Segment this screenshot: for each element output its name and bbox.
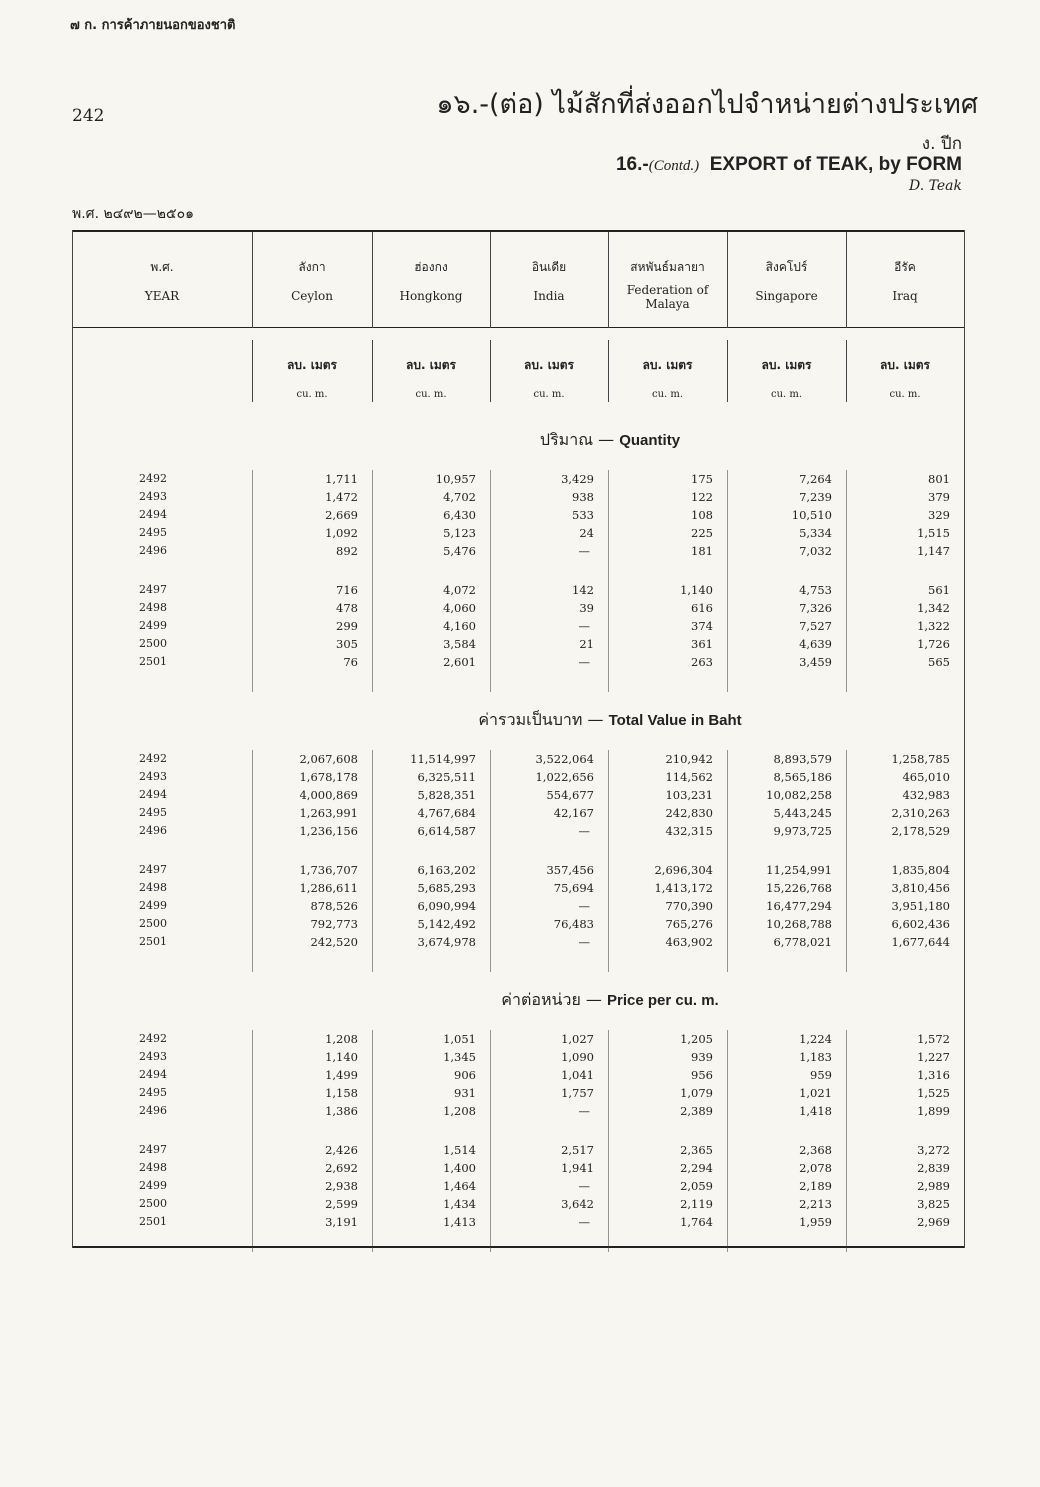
table-cell: 2,669: [325, 508, 358, 522]
table-cell: 16,477,294: [766, 899, 832, 913]
column-header-english: Federation of Malaya: [626, 283, 709, 311]
table-cell: 1,677,644: [891, 935, 950, 949]
unit-label: [608, 356, 727, 400]
table-cell: 1,678,178: [299, 770, 358, 784]
table-cell: 3,191: [325, 1215, 358, 1229]
table-cell: 1,342: [917, 601, 950, 615]
table-cell: 1,316: [917, 1068, 950, 1082]
row-year: 2494: [139, 1068, 167, 1081]
table-cell: 4,753: [799, 583, 832, 597]
table-cell: 2,368: [799, 1143, 832, 1157]
table-cell: 3,642: [561, 1197, 594, 1211]
row-year: 2497: [139, 583, 167, 596]
table-cell: 4,767,684: [417, 806, 476, 820]
table-cell: 2,599: [325, 1197, 358, 1211]
table-cell: 1,322: [917, 619, 950, 633]
row-year: 2495: [139, 806, 167, 819]
table-cell: 956: [691, 1068, 713, 1082]
column-divider: [372, 750, 373, 972]
table-cell: 299: [336, 619, 358, 633]
column-divider: [964, 230, 965, 1248]
row-year: 2492: [139, 1032, 167, 1045]
table-cell: 10,957: [435, 472, 476, 486]
table-cell: 122: [691, 490, 713, 504]
column-divider: [252, 750, 253, 972]
column-divider: [608, 750, 609, 972]
table-cell: 1,757: [561, 1086, 594, 1100]
row-year: 2498: [139, 1161, 167, 1174]
table-cell: 1,158: [325, 1086, 358, 1100]
table-cell: 5,685,293: [417, 881, 476, 895]
table-cell: 2,213: [799, 1197, 832, 1211]
table-cell: 2,119: [680, 1197, 713, 1211]
table-cell: 3,459: [799, 655, 832, 669]
table-cell: 1,079: [680, 1086, 713, 1100]
table-cell: 6,430: [443, 508, 476, 522]
row-year: 2493: [139, 490, 167, 503]
row-year: 2499: [139, 619, 167, 632]
table-cell: 432,315: [665, 824, 713, 838]
table-cell: 1,434: [443, 1197, 476, 1211]
row-year: 2493: [139, 770, 167, 783]
table-cell: 181: [691, 544, 713, 558]
column-header: [608, 258, 727, 311]
table-cell: 906: [454, 1068, 476, 1082]
table-cell: 4,702: [443, 490, 476, 504]
title-english: [616, 154, 962, 176]
table-cell: 1,205: [680, 1032, 713, 1046]
table-cell: 1,286,611: [299, 881, 358, 895]
column-header-thai: ฮ่องกง: [414, 260, 448, 274]
table-cell: 1,041: [561, 1068, 594, 1082]
column-header-thai: ลังกา: [298, 260, 326, 274]
table-cell: 10,510: [791, 508, 832, 522]
table-cell: 2,989: [917, 1179, 950, 1193]
column-header-english: Iraq: [892, 289, 918, 303]
table-cell: —: [578, 1179, 590, 1193]
unit-english: cu. m.: [296, 389, 328, 400]
column-header-thai: พ.ศ.: [150, 260, 174, 274]
column-header: [252, 258, 372, 303]
table-cell: 1,499: [325, 1068, 358, 1082]
subtitle-thai: ง. ปีก: [921, 134, 962, 154]
table-cell: 561: [928, 583, 950, 597]
row-year: 2501: [139, 935, 167, 948]
page-number: 242: [72, 106, 105, 126]
row-year: 2500: [139, 1197, 167, 1210]
table-cell: 7,032: [799, 544, 832, 558]
section-title-english: Total Value in Baht: [608, 712, 742, 729]
table-cell: 1,021: [799, 1086, 832, 1100]
row-year: 2496: [139, 1104, 167, 1117]
table-cell: 142: [572, 583, 594, 597]
table-cell: 114,562: [665, 770, 713, 784]
row-year: 2493: [139, 1050, 167, 1063]
row-year: 2497: [139, 863, 167, 876]
unit-english: cu. m.: [651, 389, 684, 400]
table-cell: 4,060: [443, 601, 476, 615]
unit-thai: ลบ. เมตร: [642, 358, 693, 372]
title-thai: ๑๖.-(ต่อ) ไม้สักที่ส่งออกไปจำหน่ายต่างประเทศ: [436, 89, 978, 120]
table-cell: 4,639: [799, 637, 832, 651]
row-year: 2492: [139, 472, 167, 485]
column-divider: [727, 1030, 728, 1252]
table-cell: 533: [572, 508, 594, 522]
unit-english: cu. m.: [533, 389, 565, 400]
table-cell: 6,090,994: [417, 899, 476, 913]
table-cell: 565: [928, 655, 950, 669]
table-cell: 361: [691, 637, 713, 651]
table-cell: 2,969: [917, 1215, 950, 1229]
table-cell: 2,426: [325, 1143, 358, 1157]
table-cell: 6,163,202: [417, 863, 476, 877]
table-cell: 2,059: [680, 1179, 713, 1193]
column-divider: [727, 750, 728, 972]
table-cell: 1,711: [325, 472, 358, 486]
table-cell: 1,418: [799, 1104, 832, 1118]
table-cell: 1,208: [325, 1032, 358, 1046]
table-cell: 1,941: [561, 1161, 594, 1175]
table-cell: 11,514,997: [410, 752, 476, 766]
table-cell: 5,443,245: [773, 806, 832, 820]
table-cell: 1,835,804: [891, 863, 950, 877]
section-title: [90, 708, 1040, 733]
column-header-thai: อินเดีย: [531, 260, 567, 274]
row-year: 2498: [139, 601, 167, 614]
unit-label: [727, 356, 846, 400]
row-year: 2495: [139, 1086, 167, 1099]
table-cell: 5,123: [443, 526, 476, 540]
table-cell: 8,893,579: [773, 752, 832, 766]
table-cell: 263: [691, 655, 713, 669]
table-cell: 2,189: [799, 1179, 832, 1193]
row-year: 2500: [139, 917, 167, 930]
title-english-prefix: 16.-: [615, 154, 649, 175]
chapter-header: ๗ ก. การค้าภายนอกของชาติ: [70, 18, 236, 33]
table-cell: 1,224: [799, 1032, 832, 1046]
column-divider: [252, 1030, 253, 1252]
table-cell: 2,692: [325, 1161, 358, 1175]
table-cell: 10,082,258: [766, 788, 832, 802]
section-title-thai: ค่าต่อหน่วย —: [501, 990, 607, 1009]
table-cell: 959: [810, 1068, 832, 1082]
column-header: [846, 258, 964, 303]
table-cell: 39: [579, 601, 594, 615]
unit-thai: ลบ. เมตร: [880, 358, 930, 372]
table-cell: 2,938: [325, 1179, 358, 1193]
unit-thai: ลบ. เมตร: [287, 358, 337, 372]
table-cell: 1,183: [799, 1050, 832, 1064]
table-top-rule: [72, 230, 964, 232]
column-divider: [252, 470, 253, 692]
table-cell: 1,726: [917, 637, 950, 651]
subtitle-english: D. Teak: [909, 178, 962, 194]
table-cell: 7,326: [799, 601, 832, 615]
table-cell: 225: [691, 526, 713, 540]
table-cell: 465,010: [902, 770, 950, 784]
table-cell: 4,160: [443, 619, 476, 633]
title-english-contd: (Contd.): [648, 158, 700, 174]
column-header: [727, 258, 846, 303]
table-cell: 1,236,156: [299, 824, 358, 838]
unit-label: [372, 356, 490, 400]
table-cell: 1,140: [325, 1050, 358, 1064]
table-cell: 7,239: [799, 490, 832, 504]
table-cell: 1,051: [443, 1032, 476, 1046]
table-cell: 1,227: [917, 1050, 950, 1064]
table-cell: 1,092: [325, 526, 358, 540]
table-cell: 938: [572, 490, 594, 504]
table-cell: 24: [579, 526, 594, 540]
table-cell: —: [578, 824, 590, 838]
table-cell: 1,764: [680, 1215, 713, 1229]
column-divider: [608, 1030, 609, 1252]
table-cell: 3,951,180: [891, 899, 950, 913]
table-cell: 2,178,529: [891, 824, 950, 838]
row-year: 2496: [139, 824, 167, 837]
row-year: 2496: [139, 544, 167, 557]
table-cell: 432,983: [902, 788, 950, 802]
table-cell: 878,526: [310, 899, 358, 913]
table-cell: 379: [928, 490, 950, 504]
column-divider: [846, 750, 847, 972]
table-cell: 15,226,768: [766, 881, 832, 895]
table-cell: —: [578, 619, 590, 633]
table-cell: 1,263,991: [299, 806, 358, 820]
table-cell: 5,828,351: [417, 788, 476, 802]
table-cell: —: [578, 544, 590, 558]
table-cell: 3,825: [917, 1197, 950, 1211]
unit-label: [252, 356, 372, 400]
column-header-english: India: [533, 289, 565, 303]
column-divider: [372, 470, 373, 692]
table-cell: 210,942: [665, 752, 713, 766]
table-cell: 76,483: [553, 917, 594, 931]
table-cell: 2,365: [680, 1143, 713, 1157]
unit-label: [846, 356, 964, 400]
table-cell: 5,142,492: [417, 917, 476, 931]
column-header: [72, 258, 252, 303]
table-cell: 1,140: [680, 583, 713, 597]
table-cell: 5,334: [799, 526, 832, 540]
table-cell: 716: [336, 583, 358, 597]
table-cell: 3,584: [443, 637, 476, 651]
unit-english: cu. m.: [415, 389, 447, 400]
column-divider: [608, 470, 609, 692]
table-cell: 770,390: [665, 899, 713, 913]
unit-thai: ลบ. เมตร: [406, 358, 456, 372]
table-cell: 765,276: [665, 917, 713, 931]
column-divider: [727, 470, 728, 692]
table-cell: 3,272: [917, 1143, 950, 1157]
table-cell: 2,517: [561, 1143, 594, 1157]
table-cell: 1,899: [917, 1104, 950, 1118]
table-cell: 2,389: [680, 1104, 713, 1118]
table-cell: 1,208: [443, 1104, 476, 1118]
table-cell: 939: [691, 1050, 713, 1064]
table-cell: 4,000,869: [299, 788, 358, 802]
table-cell: 175: [691, 472, 713, 486]
table-cell: 6,602,436: [891, 917, 950, 931]
column-header-english: Ceylon: [291, 289, 333, 303]
row-year: 2498: [139, 881, 167, 894]
table-cell: 1,147: [917, 544, 950, 558]
unit-thai: ลบ. เมตร: [761, 358, 812, 372]
table-cell: 1,525: [917, 1086, 950, 1100]
title-english-main: EXPORT of TEAK, by FORM: [709, 154, 962, 175]
table-cell: 1,464: [443, 1179, 476, 1193]
column-header-english: Hongkong: [399, 289, 463, 303]
table-cell: 75,694: [553, 881, 594, 895]
section-title-thai: ค่ารวมเป็นบาท —: [478, 710, 609, 729]
table-cell: 1,345: [443, 1050, 476, 1064]
column-divider: [372, 1030, 373, 1252]
table-cell: 11,254,991: [766, 863, 832, 877]
table-cell: 6,778,021: [773, 935, 832, 949]
table-cell: —: [578, 935, 590, 949]
table-cell: 1,400: [443, 1161, 476, 1175]
row-year: 2497: [139, 1143, 167, 1156]
table-cell: 6,614,587: [417, 824, 476, 838]
table-cell: 7,527: [799, 619, 832, 633]
table-bottom-rule: [72, 1246, 964, 1248]
column-header-thai: สหพันธ์มลายา: [630, 260, 705, 274]
column-header-thai: สิงคโปร์: [765, 260, 808, 274]
table-cell: 329: [928, 508, 950, 522]
table-cell: 374: [691, 619, 713, 633]
table-cell: 2,067,608: [299, 752, 358, 766]
row-year: 2501: [139, 1215, 167, 1228]
unit-english: cu. m.: [770, 389, 803, 400]
row-year: 2492: [139, 752, 167, 765]
section-title-thai: ปริมาณ —: [539, 430, 620, 449]
table-cell: 892: [336, 544, 358, 558]
table-cell: 2,310,263: [891, 806, 950, 820]
table-cell: —: [578, 1215, 590, 1229]
period-label: พ.ศ. ๒๔๙๒—๒๕๐๑: [72, 206, 195, 222]
table-cell: 1,413: [443, 1215, 476, 1229]
table-cell: 1,386: [325, 1104, 358, 1118]
table-cell: 3,810,456: [891, 881, 950, 895]
unit-thai: ลบ. เมตร: [524, 358, 574, 372]
row-year: 2494: [139, 508, 167, 521]
column-header-english: YEAR: [144, 289, 180, 303]
header-bottom-rule: [72, 327, 964, 328]
table-cell: 42,167: [553, 806, 594, 820]
table-cell: 1,959: [799, 1215, 832, 1229]
table-cell: 5,476: [443, 544, 476, 558]
table-cell: 1,258,785: [891, 752, 950, 766]
table-cell: 1,736,707: [299, 863, 358, 877]
unit-english: cu. m.: [889, 389, 921, 400]
table-cell: 2,839: [917, 1161, 950, 1175]
column-header: [372, 258, 490, 303]
section-title-english: Quantity: [619, 432, 681, 449]
table-cell: 554,677: [546, 788, 594, 802]
table-cell: 8,565,186: [773, 770, 832, 784]
table-cell: 7,264: [799, 472, 832, 486]
table-cell: 1,572: [917, 1032, 950, 1046]
table-cell: 242,520: [310, 935, 358, 949]
table-cell: 2,601: [443, 655, 476, 669]
column-header-english: Singapore: [755, 289, 818, 303]
column-divider: [72, 230, 73, 1248]
table-cell: 4,072: [443, 583, 476, 597]
table-cell: 21: [579, 637, 594, 651]
table-cell: —: [578, 655, 590, 669]
column-header-thai: อีรัค: [894, 260, 916, 274]
row-year: 2495: [139, 526, 167, 539]
column-divider: [846, 470, 847, 692]
table-cell: 801: [928, 472, 950, 486]
table-cell: 6,325,511: [417, 770, 476, 784]
column-divider: [846, 1030, 847, 1252]
row-year: 2501: [139, 655, 167, 668]
unit-label: [490, 356, 608, 400]
column-header: [490, 258, 608, 303]
row-year: 2494: [139, 788, 167, 801]
table-cell: 1,027: [561, 1032, 594, 1046]
table-cell: 3,674,978: [417, 935, 476, 949]
section-title: [90, 988, 1040, 1013]
table-cell: 1,515: [917, 526, 950, 540]
table-cell: 2,078: [799, 1161, 832, 1175]
table-cell: 2,294: [680, 1161, 713, 1175]
table-cell: —: [578, 1104, 590, 1118]
section-title-english: Price per cu. m.: [606, 992, 719, 1009]
row-year: 2500: [139, 637, 167, 650]
table-cell: 792,773: [310, 917, 358, 931]
table-cell: 3,522,064: [535, 752, 594, 766]
table-cell: 103,231: [665, 788, 713, 802]
table-cell: 1,472: [325, 490, 358, 504]
table-cell: 3,429: [561, 472, 594, 486]
section-title: [90, 428, 1040, 453]
table-cell: 10,268,788: [766, 917, 832, 931]
table-cell: 242,830: [665, 806, 713, 820]
table-cell: 616: [691, 601, 713, 615]
table-cell: 1,090: [561, 1050, 594, 1064]
table-cell: 478: [336, 601, 358, 615]
table-cell: —: [578, 899, 590, 913]
table-cell: 931: [454, 1086, 476, 1100]
table-cell: 9,973,725: [773, 824, 832, 838]
table-cell: 108: [691, 508, 713, 522]
row-year: 2499: [139, 899, 167, 912]
table-cell: 76: [343, 655, 358, 669]
table-cell: 463,902: [665, 935, 713, 949]
table-cell: 1,413,172: [654, 881, 713, 895]
table-cell: 357,456: [546, 863, 594, 877]
table-cell: 1,514: [443, 1143, 476, 1157]
row-year: 2499: [139, 1179, 167, 1192]
table-cell: 1,022,656: [535, 770, 594, 784]
table-cell: 305: [336, 637, 358, 651]
table-cell: 2,696,304: [654, 863, 713, 877]
